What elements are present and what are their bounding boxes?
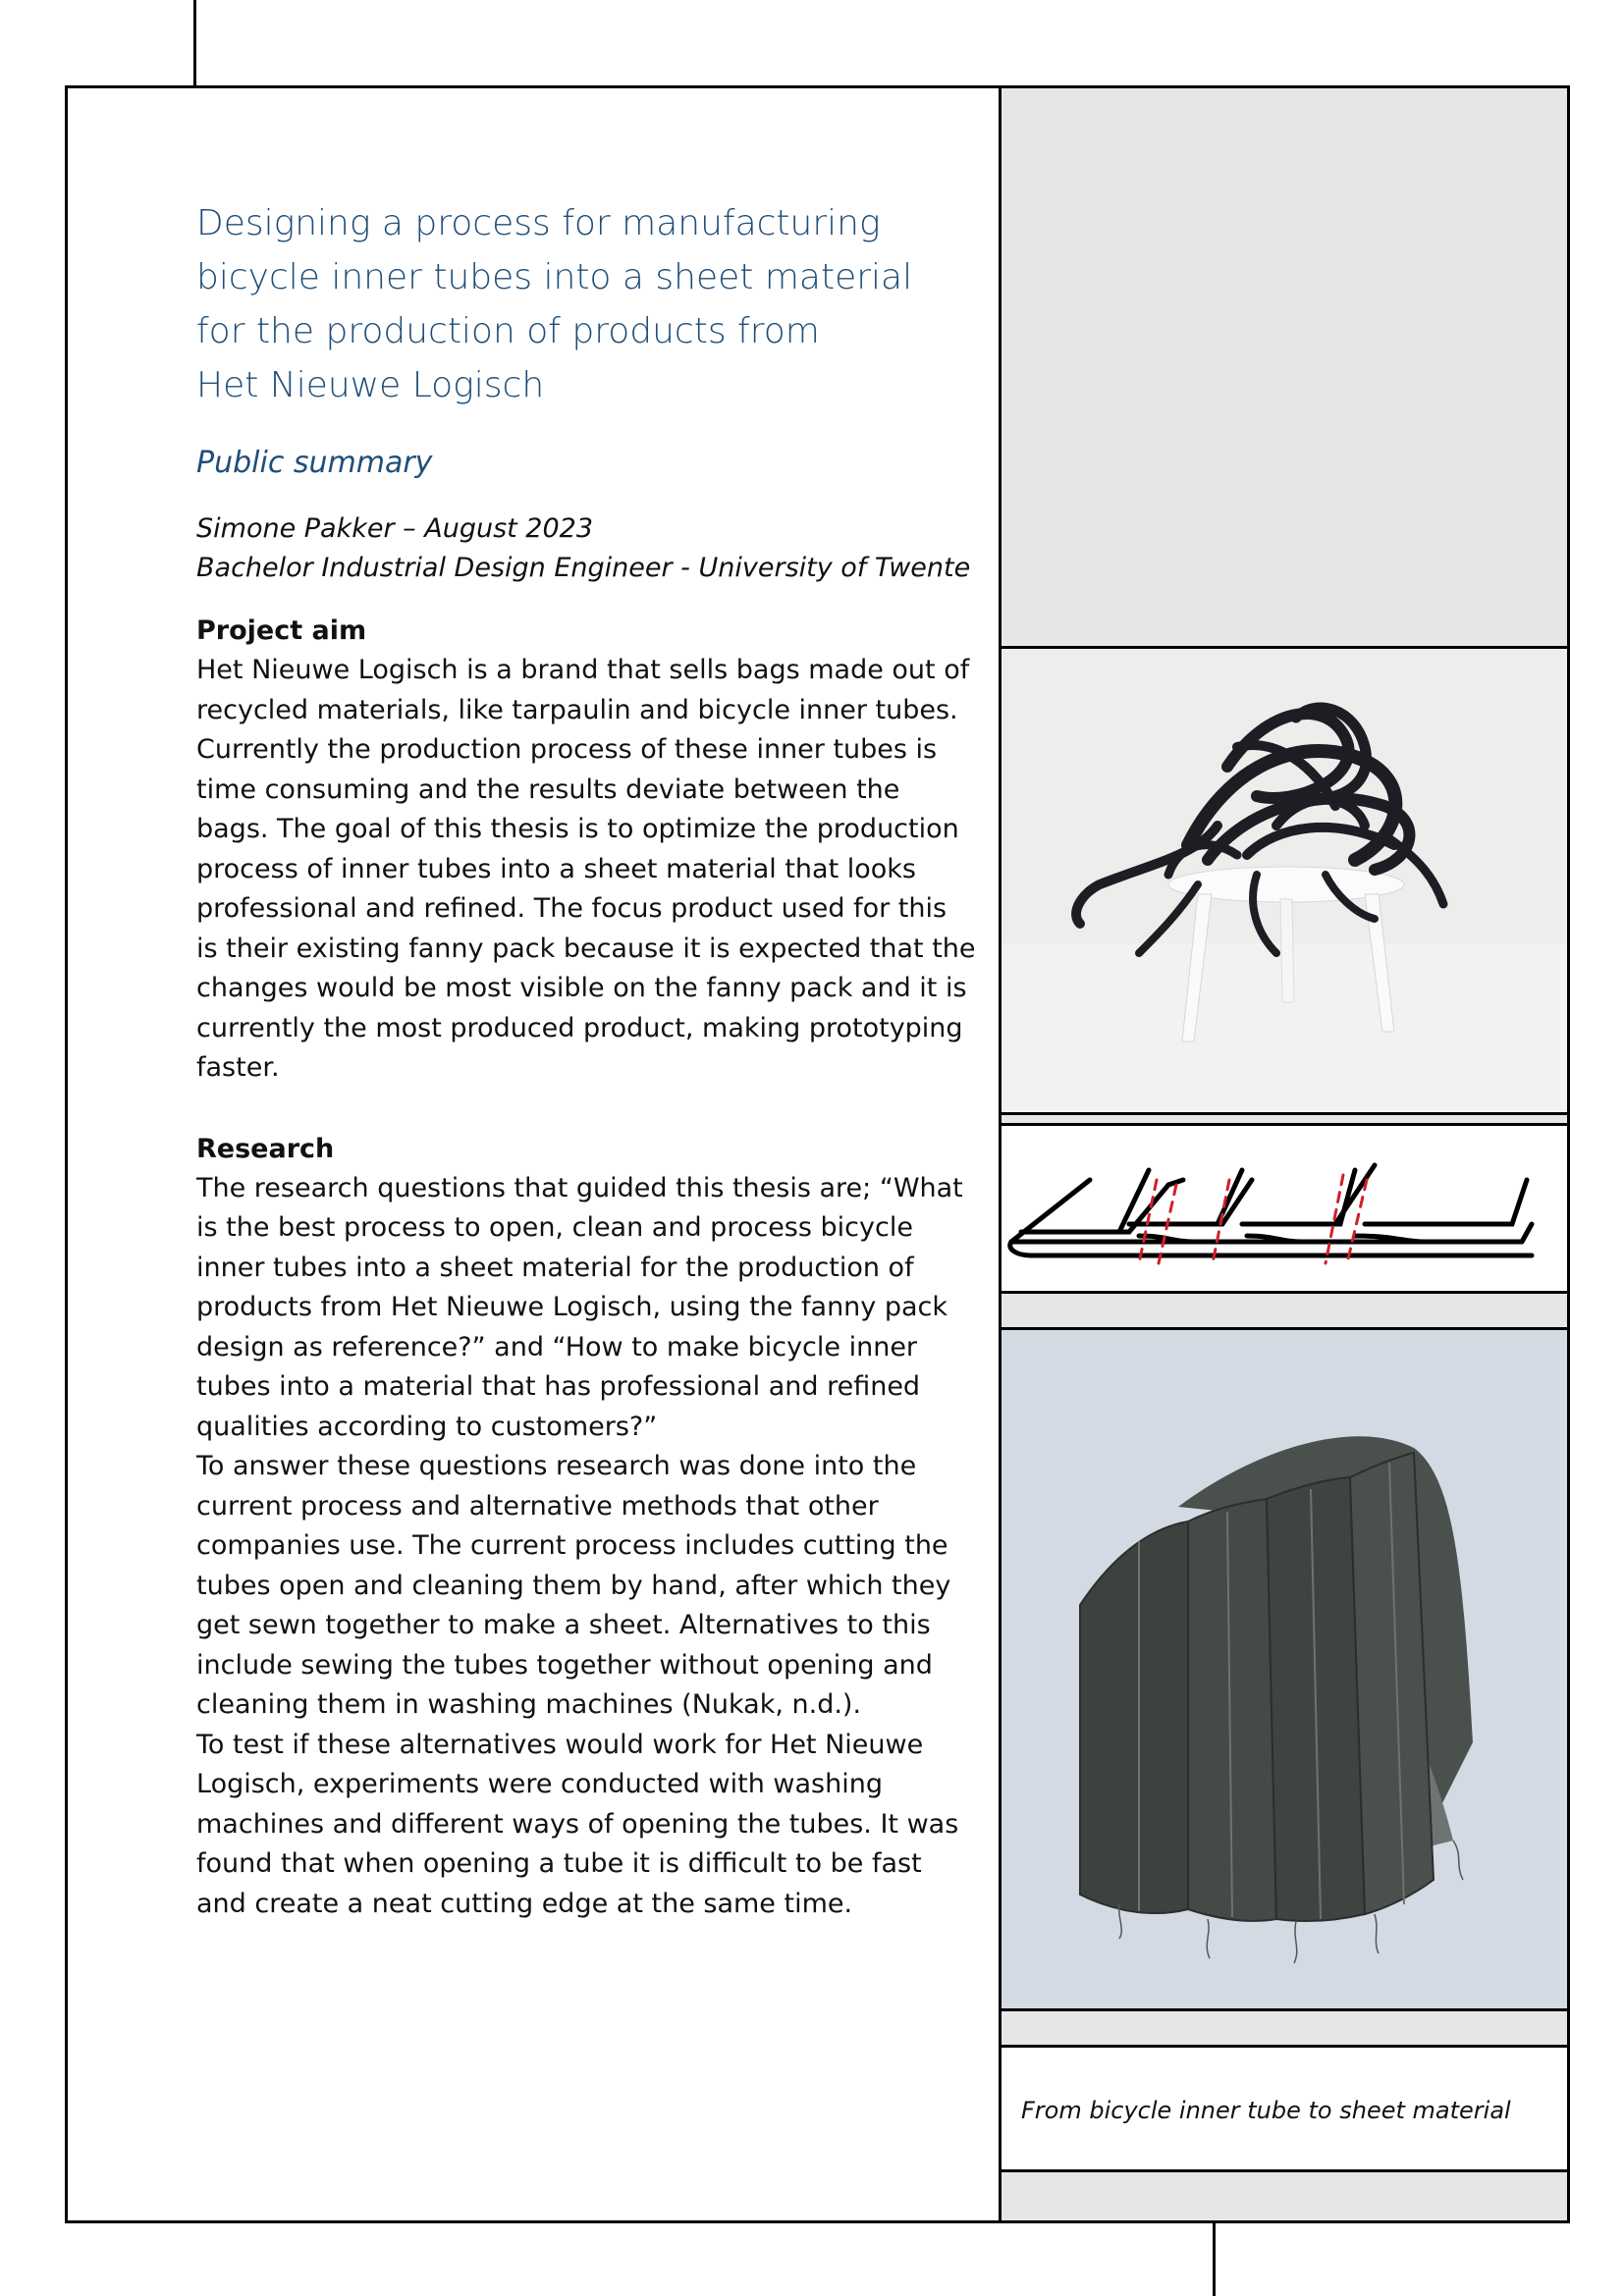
frame-line-top xyxy=(193,0,196,86)
section-body-project-aim: Het Nieuwe Logisch is a brand that sells bags made out of recycled materials, like tarpaulin and bicycle inner tubes. Currently the production process of these inner tubes is time consuming and the results deviate between the bags. The goal of this thesis is to optimize the production process of inner tubes into a sheet material that looks professional and refined. The focus product used for this is their existing fanny pack because it is expected that the changes would be most visible on the fanny pack and it is currently the most produced product, making prototyping faster. xyxy=(196,655,976,1083)
section-body-research: The research questions that guided this thesis are; “What is the best process to open, clean and process bicycle inner tubes into a sheet material for the production of products from Het Nieuwe Logisch, using the fanny pack design as reference?” and “How to make bicycle inner tubes into a material that has professional and refined qualities according to customers?” To answer these questions research was done into the current process and alternative methods that other companies use. The current process includes cutting the tubes open and cleaning them by hand, after which they get sewn together to make a sheet. Alternatives to this include sewing the tubes together without opening and cleaning them in washing machines (Nukak, n.d.). To test if these alternatives would work for Het Nieuwe Logisch, experiments were conducted with washing machines and different ways of opening the tubes. It was found that when opening a tube it is difficult to be fast and create a neat cutting edge at the same time. xyxy=(196,1172,963,1919)
caption-box xyxy=(1001,2045,1567,2172)
document-title: Designing a process for manufacturing bicycle inner tubes into a sheet material for the production of products from Het Nieuwe Logisch xyxy=(196,203,913,405)
section-heading-research: Research xyxy=(196,1133,335,1164)
document-content xyxy=(196,196,982,1924)
seam-sketch-drawing xyxy=(1001,1123,1567,1294)
program-line: Bachelor Industrial Design Engineer - University of Twente xyxy=(196,553,971,583)
author-line: Simone Pakker – August 2023 xyxy=(196,513,594,544)
figure-caption: From bicycle inner tube to sheet material xyxy=(1021,2097,1511,2124)
inner-tube-sheet-photo xyxy=(1001,1327,1567,2011)
section-heading-project-aim: Project aim xyxy=(196,615,367,646)
document-subtitle: Public summary xyxy=(196,446,433,480)
image-sidebar xyxy=(999,85,1570,2223)
inner-tube-pile-photo xyxy=(1001,646,1567,1115)
frame-line-bottom xyxy=(1213,2223,1216,2296)
